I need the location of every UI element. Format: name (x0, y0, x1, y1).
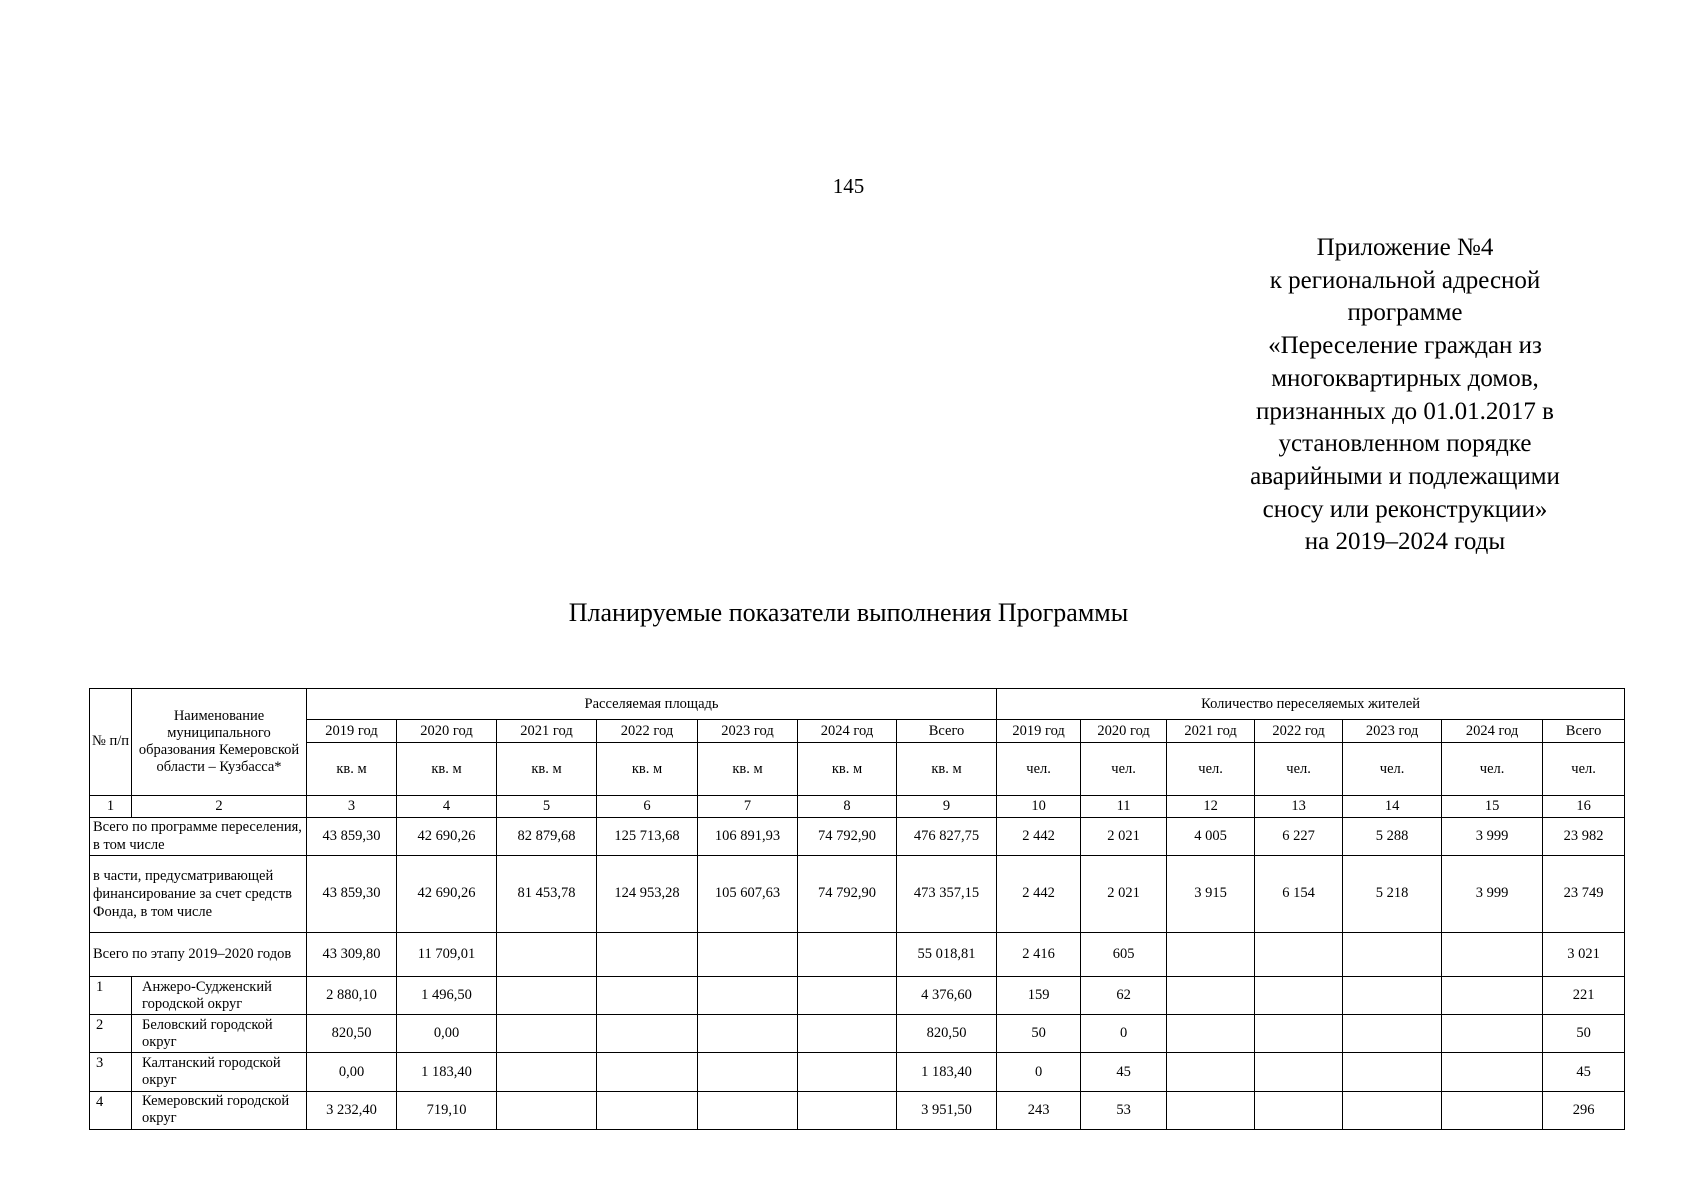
area-value (798, 1053, 897, 1091)
table-header-row (90, 743, 1625, 795)
area-value (798, 932, 897, 976)
year-header: Всего (1543, 720, 1625, 743)
residents-value: 3 915 (1167, 856, 1255, 933)
area-value: 124 953,28 (597, 856, 698, 933)
area-value (798, 1091, 897, 1129)
residents-value: 50 (1543, 1015, 1625, 1053)
municipality-name: Калтанский городской округ (132, 1053, 307, 1091)
residents-value: 23 982 (1543, 817, 1625, 855)
column-number: 10 (997, 795, 1081, 817)
residents-value: 3 999 (1442, 817, 1543, 855)
area-value (597, 932, 698, 976)
area-value (497, 1053, 597, 1091)
unit-header: кв. м (897, 743, 997, 795)
area-value (597, 1015, 698, 1053)
column-number: 11 (1081, 795, 1167, 817)
residents-value (1343, 1091, 1442, 1129)
program-indicators-table (89, 688, 1625, 1130)
year-header: 2020 год (397, 720, 497, 743)
residents-value: 159 (997, 976, 1081, 1014)
area-value: 74 792,90 (798, 817, 897, 855)
column-number: 7 (698, 795, 798, 817)
area-value: 43 309,80 (307, 932, 397, 976)
area-value: 106 891,93 (698, 817, 798, 855)
residents-value (1442, 1091, 1543, 1129)
year-header: 2019 год (307, 720, 397, 743)
table-row (90, 1091, 1625, 1129)
area-value (597, 976, 698, 1014)
area-value: 0,00 (397, 1015, 497, 1053)
row-number: 1 (90, 976, 132, 1014)
year-header: 2024 год (1442, 720, 1543, 743)
appendix-line: установленном порядке (1278, 430, 1532, 458)
row-number: 3 (90, 1053, 132, 1091)
municipality-name: Анжеро-Судженский городской округ (132, 976, 307, 1014)
residents-value: 50 (997, 1015, 1081, 1053)
table-row (90, 856, 1625, 933)
residents-value: 3 021 (1543, 932, 1625, 976)
residents-value: 2 442 (997, 856, 1081, 933)
column-number: 9 (897, 795, 997, 817)
residents-value: 6 227 (1255, 817, 1343, 855)
area-value: 2 880,10 (307, 976, 397, 1014)
residents-value (1442, 1053, 1543, 1091)
appendix-line: признанных до 01.01.2017 в (1256, 397, 1554, 425)
table-row (90, 817, 1625, 855)
unit-header: чел. (1543, 743, 1625, 795)
row-number: 2 (90, 1015, 132, 1053)
residents-value (1442, 976, 1543, 1014)
year-header: 2021 год (1167, 720, 1255, 743)
column-number: 1 (90, 795, 132, 817)
table-row (90, 1015, 1625, 1053)
area-value: 42 690,26 (397, 856, 497, 933)
area-value (798, 976, 897, 1014)
area-value (698, 1053, 798, 1091)
area-value: 3 951,50 (897, 1091, 997, 1129)
unit-header: чел. (1167, 743, 1255, 795)
residents-value (1167, 1015, 1255, 1053)
year-header: 2023 год (1343, 720, 1442, 743)
year-header: 2023 год (698, 720, 798, 743)
area-value: 473 357,15 (897, 856, 997, 933)
column-number: 2 (132, 795, 307, 817)
appendix-line: Приложение №4 (1316, 234, 1494, 261)
residents-value (1255, 1053, 1343, 1091)
residents-value: 243 (997, 1091, 1081, 1129)
table-header-row (90, 689, 1625, 720)
document-title: Планируемые показатели выполнения Программы (568, 598, 1129, 627)
column-number: 6 (597, 795, 698, 817)
appendix-line: к региональной адресной (1269, 266, 1541, 294)
year-header: 2024 год (798, 720, 897, 743)
unit-header: чел. (1255, 743, 1343, 795)
area-value (497, 1015, 597, 1053)
area-value (597, 1053, 698, 1091)
residents-value (1255, 976, 1343, 1014)
appendix-line: «Переселение граждан из (1268, 332, 1542, 360)
table-header-row (90, 720, 1625, 743)
residents-value: 2 021 (1081, 856, 1167, 933)
area-value: 43 859,30 (307, 856, 397, 933)
table-row (90, 1053, 1625, 1091)
residents-value (1343, 932, 1442, 976)
residents-value: 3 999 (1442, 856, 1543, 933)
year-header: 2019 год (997, 720, 1081, 743)
area-value: 820,50 (307, 1015, 397, 1053)
table-row (90, 932, 1625, 976)
residents-value: 0 (1081, 1015, 1167, 1053)
residents-value: 53 (1081, 1091, 1167, 1129)
residents-value (1255, 1091, 1343, 1129)
residents-value: 4 005 (1167, 817, 1255, 855)
residents-value: 5 288 (1343, 817, 1442, 855)
unit-header: чел. (1081, 743, 1167, 795)
year-header: 2020 год (1081, 720, 1167, 743)
residents-value (1255, 932, 1343, 976)
residents-value: 45 (1081, 1053, 1167, 1091)
residents-group-header: Количество переселяемых жителей (997, 689, 1625, 720)
num-column-header: № п/п (90, 689, 132, 796)
area-value: 820,50 (897, 1015, 997, 1053)
column-number: 5 (497, 795, 597, 817)
area-value: 4 376,60 (897, 976, 997, 1014)
unit-header: чел. (997, 743, 1081, 795)
residents-value: 5 218 (1343, 856, 1442, 933)
residents-value: 296 (1543, 1091, 1625, 1129)
residents-value: 2 021 (1081, 817, 1167, 855)
residents-value: 2 416 (997, 932, 1081, 976)
column-number: 12 (1167, 795, 1255, 817)
year-header: 2021 год (497, 720, 597, 743)
area-value: 1 183,40 (897, 1053, 997, 1091)
area-value (698, 932, 798, 976)
unit-header: кв. м (397, 743, 497, 795)
residents-value: 45 (1543, 1053, 1625, 1091)
residents-value: 2 442 (997, 817, 1081, 855)
area-value: 719,10 (397, 1091, 497, 1129)
residents-value: 62 (1081, 976, 1167, 1014)
area-value: 1 496,50 (397, 976, 497, 1014)
column-number: 8 (798, 795, 897, 817)
appendix-line: программе (1347, 299, 1463, 327)
page-number: 145 (832, 174, 865, 198)
unit-header: чел. (1442, 743, 1543, 795)
unit-header: кв. м (798, 743, 897, 795)
appendix-line: многоквартирных домов, (1271, 364, 1539, 392)
municipality-column-header: Наименование муниципального образования Кемеровской области – Кузбасса* (132, 689, 307, 796)
area-value: 55 018,81 (897, 932, 997, 976)
appendix-line: на 2019–2024 годы (1304, 528, 1506, 556)
column-number: 4 (397, 795, 497, 817)
appendix-line: аварийными и подлежащими (1250, 462, 1560, 490)
row-number: 4 (90, 1091, 132, 1129)
year-header: 2022 год (597, 720, 698, 743)
area-value (698, 1091, 798, 1129)
residents-value (1343, 976, 1442, 1014)
area-value: 43 859,30 (307, 817, 397, 855)
residents-value: 0 (997, 1053, 1081, 1091)
unit-header: кв. м (597, 743, 698, 795)
column-number: 15 (1442, 795, 1543, 817)
appendix-heading (1215, 232, 1595, 559)
residents-value: 605 (1081, 932, 1167, 976)
area-value (497, 1091, 597, 1129)
residents-value (1167, 932, 1255, 976)
area-value (798, 1015, 897, 1053)
residents-value: 6 154 (1255, 856, 1343, 933)
residents-value (1167, 976, 1255, 1014)
residents-value (1255, 1015, 1343, 1053)
residents-value (1442, 1015, 1543, 1053)
area-value: 0,00 (307, 1053, 397, 1091)
table-row (90, 976, 1625, 1014)
appendix-line: сносу или реконструкции» (1262, 495, 1548, 523)
column-number: 16 (1543, 795, 1625, 817)
municipality-name: Кемеровский городской округ (132, 1091, 307, 1129)
residents-value: 221 (1543, 976, 1625, 1014)
area-value: 42 690,26 (397, 817, 497, 855)
area-value: 82 879,68 (497, 817, 597, 855)
area-value: 1 183,40 (397, 1053, 497, 1091)
area-value: 105 607,63 (698, 856, 798, 933)
area-value (698, 1015, 798, 1053)
area-value (497, 976, 597, 1014)
year-header: 2022 год (1255, 720, 1343, 743)
column-number-row (90, 795, 1625, 817)
residents-value (1167, 1091, 1255, 1129)
area-value: 476 827,75 (897, 817, 997, 855)
unit-header: кв. м (698, 743, 798, 795)
unit-header: кв. м (497, 743, 597, 795)
area-value (497, 932, 597, 976)
year-header: Всего (897, 720, 997, 743)
column-number: 13 (1255, 795, 1343, 817)
unit-header: кв. м (307, 743, 397, 795)
area-group-header: Расселяемая площадь (307, 689, 997, 720)
area-value (698, 976, 798, 1014)
summary-label: Всего по этапу 2019–2020 годов (90, 932, 307, 976)
area-value (597, 1091, 698, 1129)
column-number: 3 (307, 795, 397, 817)
residents-value (1167, 1053, 1255, 1091)
area-value: 74 792,90 (798, 856, 897, 933)
residents-value: 23 749 (1543, 856, 1625, 933)
municipality-name: Беловский городской округ (132, 1015, 307, 1053)
area-value: 3 232,40 (307, 1091, 397, 1129)
unit-header: чел. (1343, 743, 1442, 795)
residents-value (1442, 932, 1543, 976)
area-value: 125 713,68 (597, 817, 698, 855)
column-number: 14 (1343, 795, 1442, 817)
residents-value (1343, 1053, 1442, 1091)
summary-label: Всего по программе переселения, в том числе (90, 817, 307, 855)
residents-value (1343, 1015, 1442, 1053)
area-value: 11 709,01 (397, 932, 497, 976)
summary-label: в части, предусматривающей финансирование за счет средств Фонда, в том числе (90, 856, 307, 933)
area-value: 81 453,78 (497, 856, 597, 933)
